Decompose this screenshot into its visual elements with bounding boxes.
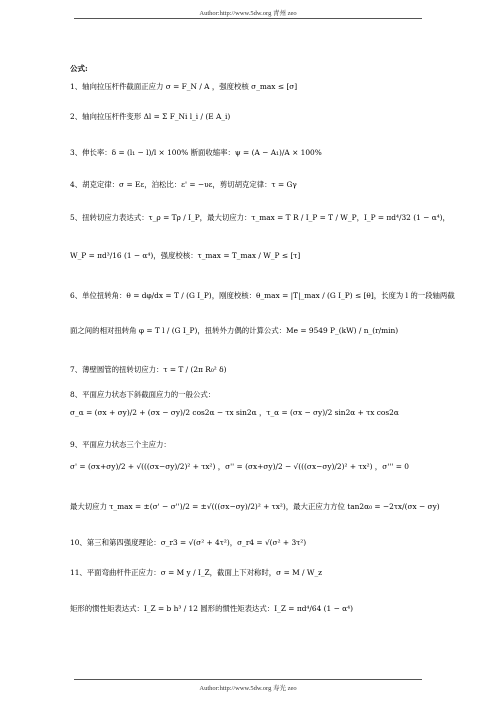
formula-line-11: 11、平面弯曲杆件正应力：σ = M y / I_Z，截面上下对称时，σ = M / W_z	[70, 568, 323, 577]
page-header: Author:http://www.5dw.org 青州 zeo	[199, 10, 297, 17]
formula-line-9b: σ' = (σx+σy)/2 + √(((σx−σy)/2)² + τx²) ，σ'' = (σx+σy)/2 − √(((σx−σy)/2)² + τx²) ，σ''' = 0	[70, 462, 409, 471]
header-rule	[74, 18, 422, 19]
formula-line-9c: 最大切应力 τ_max = ±(σ' − σ'')/2 = ±√(((σx−σy)/2)² + τx²)，最大正应力方位 tan2α₀ = −2τx/(σx − σy)	[70, 502, 440, 511]
formula-line-5: 5、扭转切应力表达式：τ_ρ = Tρ / I_P，最大切应力：τ_max = T R / I_P = T / W_P，I_P = πd⁴/32 (1 − α⁴)，	[70, 213, 450, 222]
formula-line-10: 10、第三和第四强度理论：σ_r3 = √(σ² + 4τ²)，σ_r4 = √(σ² + 3τ²)	[70, 538, 307, 547]
section-title: 公式:	[70, 64, 88, 73]
formula-line-7: 7、薄壁圆管的扭转切应力：τ = T / (2π R₀² δ)	[70, 365, 227, 374]
formula-line-6b: 面之间的相对扭转角 φ = T l / (G I_P)，扭转外力偶的计算公式：Me = 9549 P_(kW) / n_(r/min)	[70, 326, 399, 335]
footer-rule	[74, 679, 422, 680]
formula-line-3: 3、伸长率：δ = (l₁ − l)/l × 100% 断面收缩率：ψ = (A − A₁)/A × 100%	[70, 148, 322, 157]
formula-line-8: 8、平面应力状态下斜截面应力的一般公式：	[70, 390, 216, 399]
formula-line-5b: W_P = πd³/16 (1 − α⁴)，强度校核：τ_max = T_max / W_P ≤ [τ]	[70, 251, 301, 260]
formula-line-12: 矩形的惯性矩表达式：I_Z = b h³ / 12 圆形的惯性矩表达式：I_Z = πd⁴/64 (1 − α⁴)	[70, 604, 353, 613]
formula-line-1: 1、轴向拉压杆件截面正应力 σ = F_N / A ，强度校核 σ_max ≤ [σ]	[70, 82, 298, 91]
page-footer: Author:http://www.5dw.org 寿光 zeo	[199, 685, 297, 692]
formula-line-2: 2、轴向拉压杆件变形 Δl = Σ F_Ni l_i / (E A_i)	[70, 112, 231, 121]
formula-line-4: 4、胡克定律：σ = Eε，泊松比：ε' = −υε，剪切胡克定律：τ = Gγ	[70, 180, 297, 189]
formula-line-8b: σ_α = (σx + σy)/2 + (σx − σy)/2 cos2α − τx sin2α ，τ_α = (σx − σy)/2 sin2α + τx cos2α	[70, 408, 399, 417]
formula-line-6: 6、单位扭转角：θ = dφ/dx = T / (G I_P)，刚度校核：θ_max = |T|_max / (G I_P) ≤ [θ]，长度为 l 的一段轴两截	[70, 291, 455, 300]
formula-line-9: 9、平面应力状态三个主应力：	[70, 440, 171, 449]
